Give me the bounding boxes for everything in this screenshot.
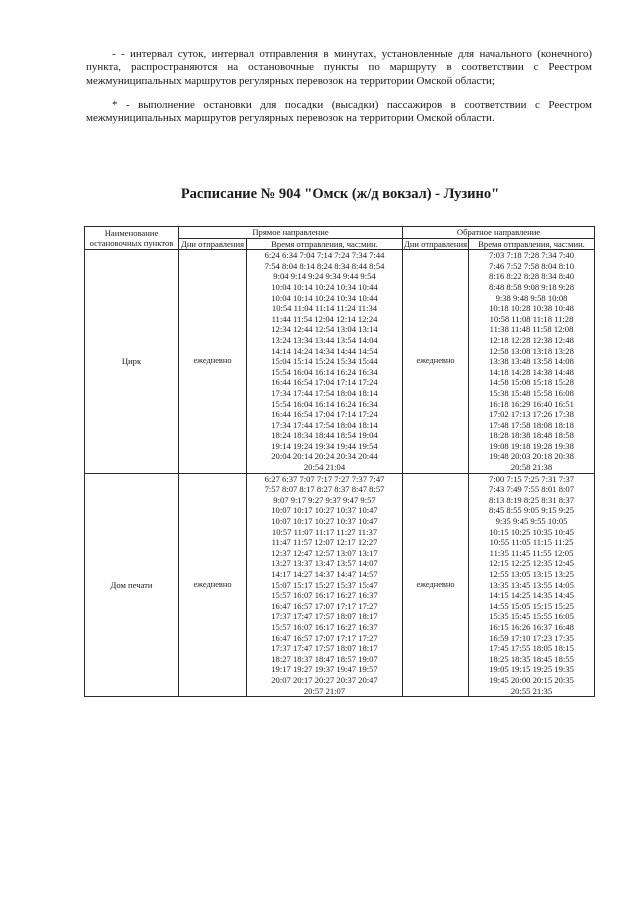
stop-header: Наименование остановочных пунктов [85,227,179,250]
time-line: 17:37 17:47 17:57 18:07 18:17 [271,611,378,622]
time-line: 16:18 16:29 16:40 16:51 [489,398,574,409]
time-line: 20:04 20:14 20:24 20:34 20:44 [271,451,378,462]
time-line: 14:17 14:27 14:37 14:47 14:57 [271,569,378,579]
time-line: 10:57 11:07 11:17 11:27 11:37 [271,526,378,537]
time-line: 14:18 14:28 14:38 14:48 [489,366,574,377]
time-line: 17:02 17:13 17:26 17:38 [489,409,574,420]
forward-days-header: Дни отправления [179,238,247,250]
stop-name: Дом печати [85,473,179,696]
time-line: 9:07 9:17 9:27 9:37 9:47 9:57 [273,494,376,505]
time-line: 7:46 7:52 7:58 8:04 8:10 [489,260,574,271]
time-line: 10:04 10:14 10:24 10:34 10:44 [271,292,378,303]
time-line: 9:38 9:48 9:58 10:08 [495,292,568,303]
time-line: 12:18 12:28 12:38 12:48 [489,334,574,345]
time-line: 10:15 10:25 10:35 10:45 [489,526,574,537]
time-line: 7:03 7:18 7:28 7:34 7:40 [489,250,574,261]
time-line: 16:44 16:54 17:04 17:14 17:24 [271,409,378,420]
time-line: 17:45 17:55 18:05 18:15 [489,643,574,654]
table-row [85,250,595,473]
time-line: 19:08 19:18 19:28 19:38 [489,440,574,451]
time-line: 15:54 16:04 16:14 16:24 16:34 [271,366,378,377]
time-line: 12:34 12:44 12:54 13:04 13:14 [271,324,378,335]
time-line: 17:34 17:44 17:54 18:04 18:14 [271,387,378,398]
time-line: 11:35 11:45 11:55 12:05 [489,547,574,558]
time-line: 12:15 12:25 12:35 12:45 [489,558,574,569]
forward-days: ежедневно [179,250,247,473]
time-line: 20:58 21:38 [510,462,553,473]
time-line: 8:48 8:58 9:08 9:18 9:28 [489,281,574,292]
time-line: 16:59 17:10 17:23 17:35 [489,632,574,643]
reverse-days-header: Дни отправления [403,238,468,249]
time-line: 15:57 16:07 16:17 16:27 16:37 [271,621,378,632]
time-line: 13:38 13:48 13:58 14:08 [489,356,574,367]
time-line: 12:55 13:05 13:15 13:25 [489,569,574,579]
time-line: 19:48 20:03 20:18 20:38 [489,451,574,462]
time-line: 13:27 13:37 13:47 13:57 14:07 [271,558,378,569]
time-line: 13:24 13:34 13:44 13:54 14:04 [271,334,378,345]
time-line: 16:44 16:54 17:04 17:14 17:24 [271,377,378,388]
time-line: 11:38 11:48 11:58 12:08 [489,324,574,335]
time-line: 17:37 17:47 17:57 18:07 18:17 [271,643,378,654]
time-line: 10:18 10:28 10:38 10:48 [489,303,574,314]
time-line: 20:55 21:35 [510,685,553,696]
time-line: 11:44 11:54 12:04 12:14 12:24 [271,313,378,324]
time-line: 16:47 16:57 17:07 17:17 17:27 [271,632,378,643]
time-line: 14:15 14:25 14:35 14:45 [489,590,574,601]
time-line: 19:05 19:15 19:25 19:35 [489,664,574,675]
time-line: 18:27 18:37 18:47 18:57 19:07 [271,653,378,664]
time-line: 14:58 15:08 15:18 15:28 [489,377,574,388]
time-line: 10:07 10:17 10:27 10:37 10:47 [271,505,378,516]
time-line: 8:13 8:19 8:25 8:31 8:37 [489,494,574,505]
stop-note: * - выполнение остановки для посадки (высадки) пассажиров в соответствии с Реестром межмуниципальных маршрутов регулярных перевозок на территории Омской области. [86,98,592,125]
time-line: 14:55 15:05 15:15 15:25 [489,600,574,611]
time-line: 20:57 21:07 [303,685,346,696]
forward-times [247,473,403,696]
time-line: 6:24 6:34 7:04 7:14 7:24 7:34 7:44 [264,250,385,261]
time-line: 10:54 11:04 11:14 11:24 11:34 [271,303,378,314]
time-line: 10:55 11:05 11:15 11:25 [489,537,574,548]
time-line: 18:25 18:35 18:45 18:55 [489,653,574,664]
time-line: 19:45 20:00 20:15 20:35 [489,674,574,685]
time-line: 12:37 12:47 12:57 13:07 13:17 [271,547,378,558]
time-line: 17:34 17:44 17:54 18:04 18:14 [271,419,378,430]
time-line: 10:07 10:17 10:27 10:37 10:47 [271,516,378,527]
time-line: 18:24 18:34 18:44 18:54 19:04 [271,430,378,441]
forward-time-header: Время отправления, час:мин. [247,238,403,250]
time-line: 13:35 13:45 13:55 14:05 [489,579,574,590]
reverse-header: Обратное направление [403,227,595,239]
reverse-times [469,250,595,473]
time-line: 19:14 19:24 19:34 19:44 19:54 [271,440,378,451]
time-line: 10:04 10:14 10:24 10:34 10:44 [271,281,378,292]
forward-days: ежедневно [179,473,247,696]
time-line: 15:54 16:04 16:14 16:24 16:34 [271,398,378,409]
time-line: 9:04 9:14 9:24 9:34 9:44 9:54 [273,271,376,282]
time-line: 7:57 8:07 8:17 8:27 8:37 8:47 8:57 [264,484,385,495]
time-line: 20:07 20:17 20:27 20:37 20:47 [271,674,378,685]
time-line: 15:35 15:45 15:55 16:05 [489,611,574,622]
time-line: 19:17 19:27 19:37 19:47 19:57 [271,664,378,675]
time-line: 9:35 9:45 9:55 10:05 [495,516,568,527]
schedule-title: Расписание № 904 "Омск (ж/д вокзал) - Лузино" [180,186,500,202]
schedule-body [85,250,595,697]
schedule-table [84,226,595,697]
reverse-time-header: Время отправления, час:мин. [469,238,595,250]
time-line: 8:45 8:55 9:05 9:15 9:25 [489,505,574,516]
reverse-days: ежедневно [403,250,469,473]
time-line: 7:54 8:04 8:14 8:24 8:34 8:44 8:54 [264,260,385,271]
time-line: 14:14 14:24 14:34 14:44 14:54 [271,345,378,356]
interval-note: - - интервал суток, интервал отправления в минутах, установленные для начального (конечного) пункта, распространяются на остановочные пункты по маршруту в соответствии с Реестром межмуниципальных маршрутов регулярных перевозок на территории Омской области; [86,48,592,87]
footnotes [86,48,592,125]
time-line: 7:00 7:15 7:25 7:31 7:37 [489,473,574,484]
time-line: 15:38 15:48 15:58 16:08 [489,387,574,398]
time-line: 20:54 21:04 [303,462,346,473]
forward-header: Прямое направление [179,227,403,239]
time-line: 18:28 18:38 18:48 18:58 [489,430,574,441]
time-line: 10:58 11:08 11:18 11:28 [489,313,574,324]
time-line: 11:47 11:57 12:07 12:17 12:27 [271,537,378,548]
time-line: 8:16 8:22 8:28 8:34 8:40 [489,271,574,282]
forward-times [247,250,403,473]
time-line: 17:48 17:58 18:08 18:18 [489,419,574,430]
time-line: 12:58 13:08 13:18 13:28 [489,345,574,356]
reverse-times [469,473,595,696]
time-line: 7:43 7:49 7:55 8:01 8:07 [489,484,574,495]
time-line: 15:07 15:17 15:27 15:37 15:47 [271,579,378,590]
time-line: 15:57 16:07 16:17 16:27 16:37 [271,590,378,601]
time-line: 16:15 16:26 16:37 16:48 [489,621,574,632]
time-line: 16:47 16:57 17:07 17:17 17:27 [271,600,378,611]
time-line: 15:04 15:14 15:24 15:34 15:44 [271,356,378,367]
time-line: 6:27 6:37 7:07 7:17 7:27 7:37 7:47 [264,473,385,484]
reverse-days: ежедневно [403,473,469,696]
table-row [85,473,595,696]
stop-name: Цирк [85,250,179,473]
